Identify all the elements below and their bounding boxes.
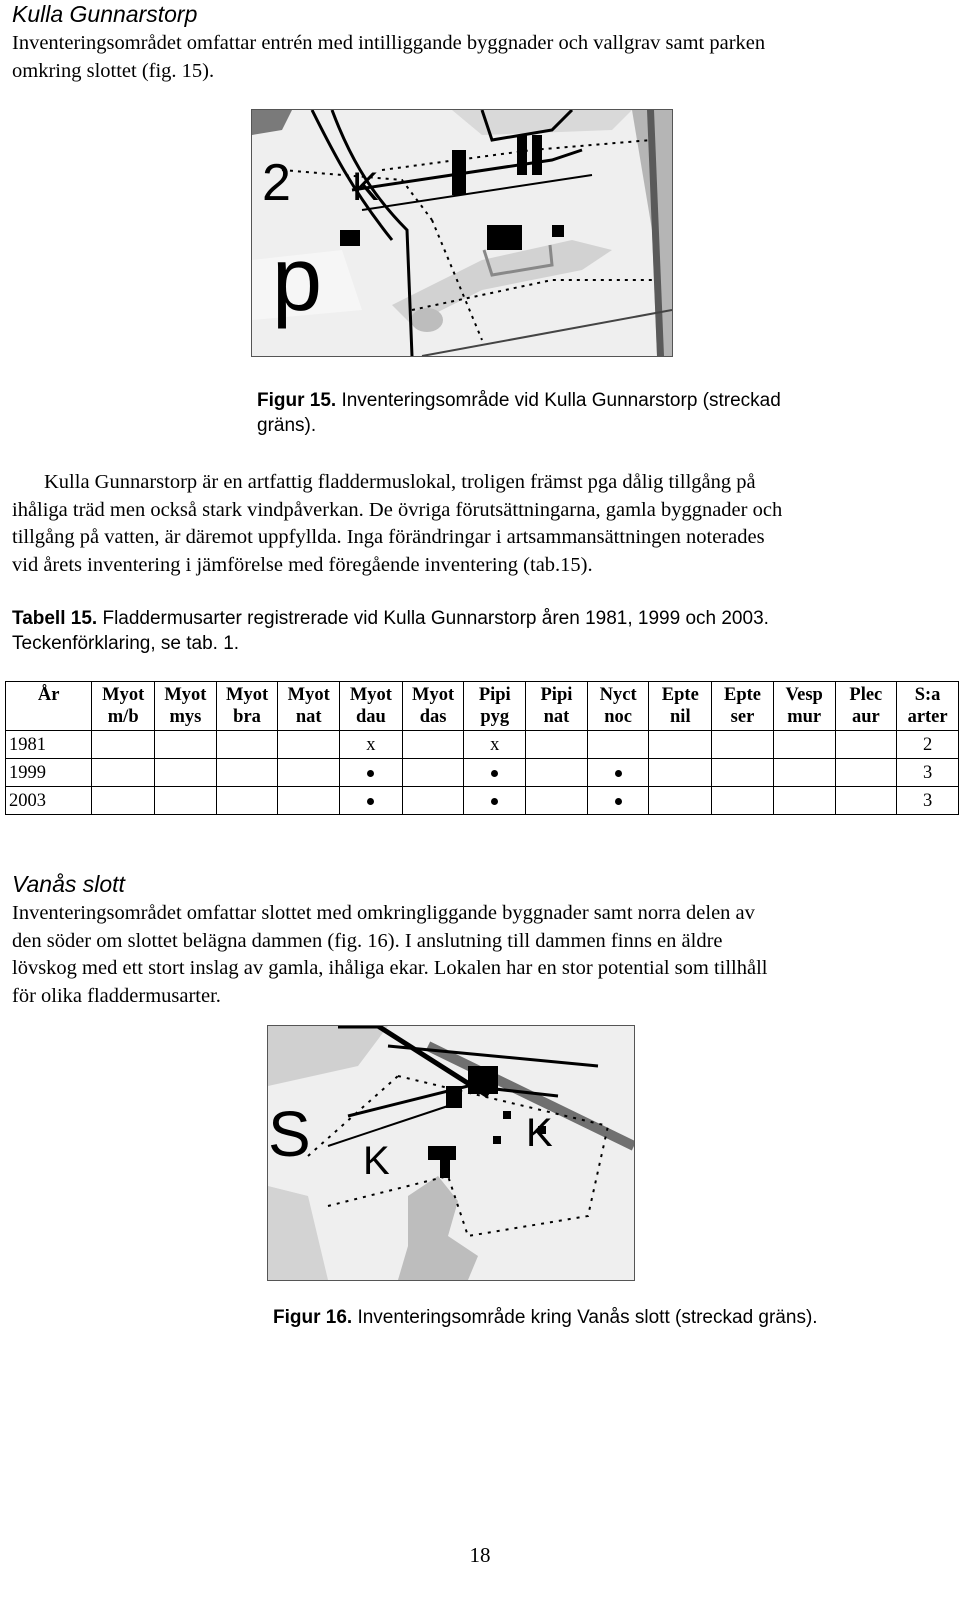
table-cell — [712, 787, 774, 815]
table-cell — [402, 759, 464, 787]
table-cell — [402, 731, 464, 759]
column-header: Epte ser — [712, 682, 774, 731]
page-number: 18 — [469, 1543, 491, 1567]
table-cell — [526, 759, 588, 787]
column-header: Vesp mur — [773, 682, 835, 731]
presence-dot-icon — [367, 770, 374, 777]
table-row — [6, 787, 959, 815]
table-cell — [526, 787, 588, 815]
table-cell-year: 1999 — [6, 759, 92, 787]
column-header: Myot dau — [340, 682, 403, 731]
column-header: Myot mys — [155, 682, 217, 731]
table-cell — [712, 731, 774, 759]
map-vanas-slott-image — [268, 1026, 634, 1280]
table-15-caption — [12, 606, 769, 631]
table-cell — [649, 731, 712, 759]
table-cell — [649, 759, 712, 787]
table-cell — [835, 759, 897, 787]
table-cell — [155, 731, 217, 759]
map-label: S — [268, 1098, 311, 1170]
table-cell — [92, 787, 155, 815]
table-cell-year: 2003 — [6, 787, 92, 815]
table-15-caption-line2: Teckenförklaring, se tab. 1. — [12, 633, 240, 654]
map-label: 2 — [262, 154, 291, 212]
table-cell — [526, 731, 588, 759]
table-cell — [278, 731, 340, 759]
map-label: K — [363, 1139, 390, 1183]
table-header-row — [6, 682, 959, 731]
table-cell — [92, 731, 155, 759]
figure-16-caption-text: Inventeringsområde kring Vanås slott (streckad gräns). — [352, 1307, 818, 1328]
map-kulla-gunnarstorp-image — [252, 110, 672, 356]
column-header-year: År — [6, 682, 92, 731]
body-text-line: Inventeringsområdet omfattar slottet med omkringliggande byggnader samt norra delen av — [12, 902, 755, 924]
body-text-line: ihåliga träd men också stark vindpåverkan. De övriga förutsättningarna, gamla byggnader och — [12, 499, 783, 521]
table-cell — [773, 731, 835, 759]
presence-dot-icon — [615, 798, 622, 805]
column-header: Pipi pyg — [464, 682, 526, 731]
table-cell: 3 — [897, 787, 959, 815]
section-heading-vanas-slott: Vanås slott — [12, 871, 125, 897]
map-label: K — [526, 1111, 553, 1155]
column-header: Myot m/b — [92, 682, 155, 731]
column-header: Pipi nat — [526, 682, 588, 731]
figure-15-caption — [257, 388, 781, 413]
table-cell — [587, 759, 649, 787]
section-heading-kulla-gunnarstorp: Kulla Gunnarstorp — [12, 1, 198, 27]
table-cell — [649, 787, 712, 815]
intro-text-line: omkring slottet (fig. 15). — [12, 60, 215, 82]
body-text-line: för olika fladdermusarter. — [12, 985, 221, 1007]
column-header: Myot das — [402, 682, 464, 731]
table-cell — [464, 759, 526, 787]
presence-dot-icon — [491, 770, 498, 777]
column-header: Plec aur — [835, 682, 897, 731]
table-cell — [155, 787, 217, 815]
table-cell — [340, 759, 403, 787]
figure-16-caption — [273, 1305, 818, 1330]
table-cell — [773, 787, 835, 815]
table-cell — [92, 759, 155, 787]
table-cell — [402, 787, 464, 815]
column-header: Epte nil — [649, 682, 712, 731]
table-cell — [216, 787, 278, 815]
column-header: Myot bra — [216, 682, 278, 731]
table-cell — [464, 787, 526, 815]
map-figure-16 — [267, 1025, 635, 1281]
presence-dot-icon — [491, 798, 498, 805]
presence-dot-icon — [615, 770, 622, 777]
body-text-line: Kulla Gunnarstorp är en artfattig fladdermuslokal, troligen främst pga dålig tillgång på — [44, 471, 756, 493]
table-cell: 3 — [897, 759, 959, 787]
table-cell — [835, 731, 897, 759]
column-header: Nyct noc — [587, 682, 649, 731]
table-cell — [216, 759, 278, 787]
table-15-caption-text: Fladdermusarter registrerade vid Kulla Gunnarstorp åren 1981, 1999 och 2003. — [97, 608, 769, 629]
presence-dot-icon — [367, 798, 374, 805]
table-cell-year: 1981 — [6, 731, 92, 759]
body-text-line: tillgång på vatten, är däremot uppfyllda. Inga förändringar i artsammansättningen noterades — [12, 526, 765, 548]
map-label: p — [272, 230, 323, 330]
intro-text-line: Inventeringsområdet omfattar entrén med intilliggande byggnader och vallgrav samt parken — [12, 32, 766, 54]
table-row — [6, 759, 959, 787]
table-cell — [216, 731, 278, 759]
table-cell: x — [340, 731, 403, 759]
table-cell: x — [464, 731, 526, 759]
figure-15-caption-line2: gräns). — [257, 415, 317, 436]
table-cell — [712, 759, 774, 787]
species-table — [5, 681, 959, 815]
table-cell — [340, 787, 403, 815]
figure-16-label: Figur 16. — [273, 1307, 353, 1328]
table-cell — [155, 759, 217, 787]
body-text-line: den söder om slottet belägna dammen (fig. 16). I anslutning till dammen finns en äldre — [12, 930, 723, 952]
body-text-line: vid årets inventering i jämförelse med föregående inventering (tab.15). — [12, 554, 593, 576]
table-cell — [835, 787, 897, 815]
table-cell — [278, 759, 340, 787]
table-cell — [278, 787, 340, 815]
body-text-line: lövskog med ett stort inslag av gamla, ihåliga ekar. Lokalen har en stor potential som tillhåll — [12, 957, 768, 979]
map-label: K — [352, 165, 379, 209]
table-row — [6, 731, 959, 759]
figure-15-label: Figur 15. — [257, 390, 337, 411]
table-cell — [773, 759, 835, 787]
table-cell — [587, 731, 649, 759]
table-15-label: Tabell 15. — [12, 608, 98, 629]
table-cell: 2 — [897, 731, 959, 759]
figure-15-caption-text: Inventeringsområde vid Kulla Gunnarstorp (streckad — [336, 390, 781, 411]
column-header-total: S:a arter — [897, 682, 959, 731]
map-figure-15 — [251, 109, 673, 357]
column-header: Myot nat — [278, 682, 340, 731]
table-cell — [587, 787, 649, 815]
